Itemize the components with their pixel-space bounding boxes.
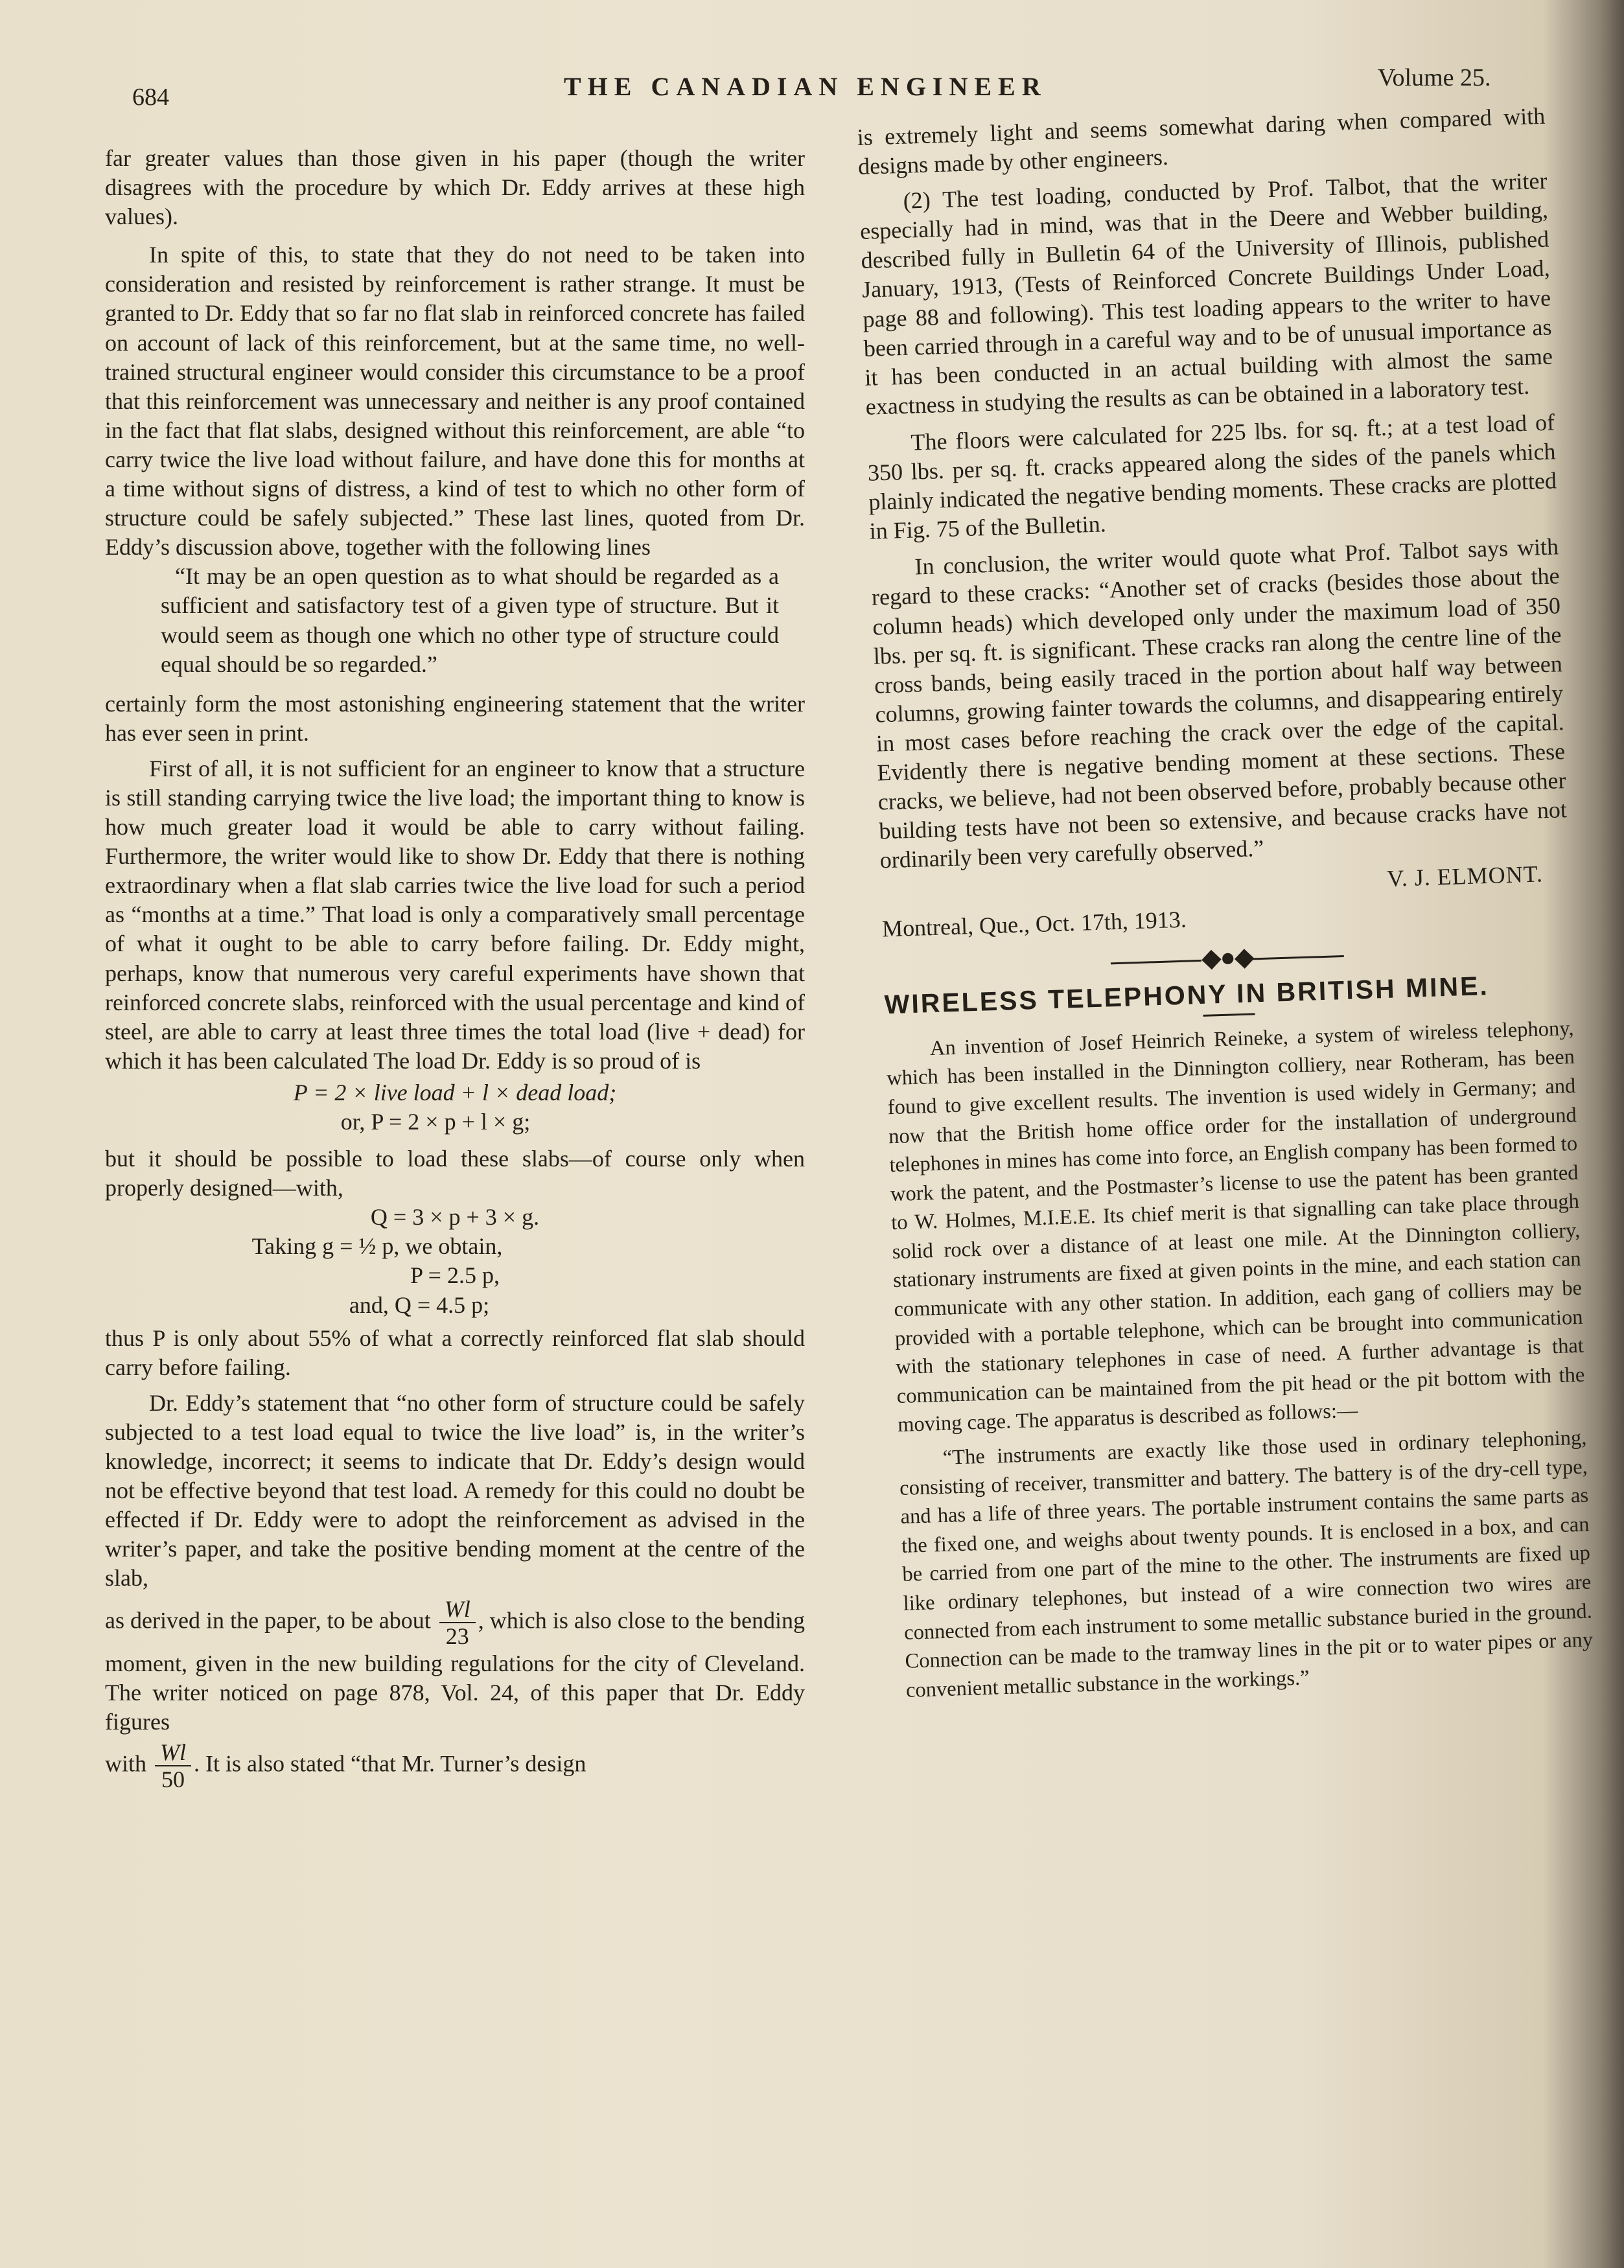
paragraph: but it should be possible to load these slabs—of course only when properly designed—with,	[105, 1146, 805, 1201]
equation: and, Q = 4.5 p;	[349, 1291, 490, 1318]
block-quote: “The instruments are exactly like those used in ordinary telephoning, consisting of receiver, transmitter and battery. The battery is of the dry-cell type, and has a life of three years. The portable instrument contains the same parts as the fixed one, and weighs about twenty pounds. It is enclosed in a box, and can be carried from one part of the mine to the other. The instruments are fixed up like ordinary telephones, but instead of a wire connection two wires are connected from each instrument to some metallic substance buried in the ground. Connection can be made to the tramway lines in the pit or to water pipes or any convenient metallic substance in the workings.”	[899, 1426, 1594, 1702]
equation: Taking g = ½ p, we obtain,	[251, 1233, 503, 1260]
title-rule	[1203, 1013, 1255, 1017]
paragraph: far greater values than those given in his paper (though the writer disagrees with the procedure by which Dr. Eddy arrives at these high values).	[105, 145, 805, 230]
paragraph: In conclusion, the writer would quote what Prof. Talbot says with regard to these cracks: “Another set of cracks (besides those about the column heads) which developed only under the maximum load of 350 lbs. per sq. ft. is significant. These cracks ran along the centre line of the cross bands, being easily traced in the portion about half way between columns, growing fainter towards the columns, and disappearing entirely in most cases before reaching the crack over the edge of the capital. Evidently there is negative bending moment at these sections. These cracks, we believe, had not been observed before, probably because other building tests have not been so extensive, and because cracks have not ordinarily been very carefully observed.”	[871, 533, 1568, 874]
equation: P = 2 × live load + l × dead load;	[293, 1079, 617, 1105]
paragraph: is extremely light and seems somewhat daring when compared with designs made by other engineers.	[857, 102, 1546, 180]
block-quote: “It may be an open question as to what should be regarded as a sufficient and satisfactory test of a given type of structure. But it would seem as though one which no other type of structure could equal should be so regarded.”	[161, 563, 779, 677]
paragraph: certainly form the most astonishing engineering statement that the writer has ever seen in print.	[105, 690, 805, 746]
paragraph: as derived in the paper, to be about $\frac{Wl}{23}$ , which is also close to the bending moment, given in the new building regulations for the city of Cleveland. The writer noticed on page 878, Vol. 24, of this paper that Dr. Eddy figures	[105, 1595, 805, 1735]
journal-title: THE CANADIAN ENGINEER	[564, 72, 1047, 101]
paragraph: In spite of this, to state that they do not need to be taken into consideration and resisted by reinforcement is rather strange. It must be granted to Dr. Eddy that so far no flat slab in reinforced concrete has failed on account of lack of this reinforcement, but at the same time, no well-trained structural engineer would consider this circumstance to be a proof that this reinforcement was unnecessary and neither is any proof contained in the fact that flat slabs, designed without this reinforcement, are able “to carry twice the live load without failure, and have done this for months at a time without signs of distress, a kind of test to which no other form of structure could be safely subjected.” These last lines, quoted from Dr. Eddy’s discussion above, together with the following lines	[105, 242, 805, 561]
paragraph: Dr. Eddy’s statement that “no other form of structure could be safely subjected to a test load equal to twice the live load” is, in the writer’s knowledge, incorrect; it seems to indicate that Dr. Eddy’s design would not be effective beyond that test load. A remedy for this could no doubt be effected if Dr. Eddy were to adopt the reinforcement as advised in the writer’s paper, and take the positive bending moment at the centre of the slab,	[105, 1389, 805, 1591]
paragraph: thus P is only about 55% of what a correctly reinforced flat slab should carry before failing.	[105, 1325, 805, 1380]
equation: P = 2.5 p,	[410, 1262, 500, 1289]
left-column	[105, 144, 805, 1792]
author-signature: V. J. ELMONT.	[1386, 861, 1544, 892]
article-title: WIRELESS TELEPHONY IN BRITISH MINE.	[884, 970, 1490, 1019]
equation: Q = 3 × p + 3 × g.	[370, 1204, 540, 1231]
fraction: $\frac{Wl}{23}$	[439, 1596, 476, 1649]
paragraph: First of all, it is not sufficient for an engineer to know that a structure is still standing carrying twice the live load; the important thing to know is how much greater load it would be able to carry without failing. Furthermore, the writer would like to show Dr. Eddy that there is nothing extraordinary when a flat slab carries twice the live load for such a period as “months at a time.” That load is only a comparatively small percentage of what it ought to be able to carry before failing. Dr. Eddy might, perhaps, know that numerous very careful experiments have shown that reinforced concrete slabs, reinforced with the usual percentage and kind of steel, are able to carry at least three times the total load (live + dead) for which it has been calculated The load Dr. Eddy is so proud of is	[105, 755, 805, 1074]
page-number: 684	[132, 84, 169, 111]
paragraph: with $\frac{Wl}{50}$ . It is also stated “that Mr. Turner’s design	[105, 1739, 586, 1792]
right-column	[857, 102, 1594, 1706]
paragraph: An invention of Josef Heinrich Reineke, a system of wireless telephony, which has been installed in the Dinnington colliery, near Rotheram, has been found to give excellent results. The invention is used widely in Germany; and now that the British home office order for the installation of underground telephones in mines has come into force, an English company has been formed to work the patent, and the Postmaster’s license to use the patent has been granted to W. Holmes, M.I.E.E. Its chief merit is that signalling can take place through solid rock over a distance of at least one mile. At the Dinnington colliery, stationary instruments are fixed at given points in the mine, and each station can communicate with any other station. In addition, each gang of colliers may be provided with a portable telephone, which can be brought into communication with the stationary telephones in case of need. A further advantage is that communication can be maintained from the pit head or the pit bottom with the moving cage. The apparatus is described as follows:—	[886, 1016, 1585, 1437]
paragraph: The floors were calculated for 225 lbs. for sq. ft.; at a test load of 350 lbs. per sq. ft. cracks appeared along the sides of the panels which plainly indicated the negative bending moments. These cracks are plotted in Fig. 75 of the Bulletin.	[867, 409, 1557, 544]
paragraph: (2) The test loading, conducted by Prof. Talbot, that the writer especially had in mind, was that in the Deere and Webber building, described fully in Bulletin 64 of the University of Illinois, published January, 1913, (Tests of Reinforced Concrete Buildings Under Load, page 88 and following). This test loading appears to the writer to have been carried through in a careful way and to be of unusual importance as it has been conducted in an actual building with almost the same exactness in studying the results as can be obtained in a laboratory test.	[859, 167, 1553, 420]
equation: or, P = 2 × p + l × g;	[340, 1109, 531, 1135]
volume-label: Volume 25.	[1378, 64, 1491, 91]
dateline: Montreal, Que., Oct. 17th, 1913.	[881, 907, 1187, 942]
fraction: $\frac{Wl}{50}$	[155, 1739, 191, 1792]
ornament-divider: ◆●◆	[883, 932, 1572, 982]
